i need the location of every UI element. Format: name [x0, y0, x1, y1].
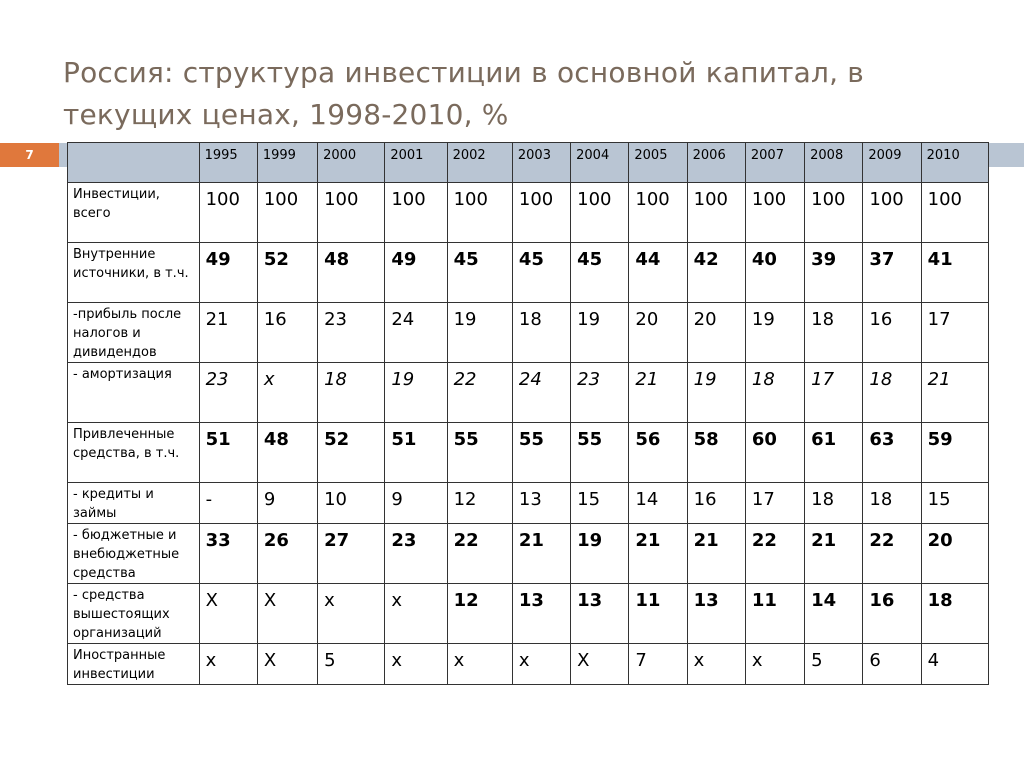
value-cell: 100 [629, 183, 687, 243]
value-cell: 55 [447, 423, 512, 483]
value-cell: 61 [805, 423, 863, 483]
row-label-cell: Привлеченные средства, в т.ч. [68, 423, 200, 483]
table-row [68, 303, 989, 363]
value-cell: 23 [571, 363, 629, 423]
value-cell: 40 [745, 243, 804, 303]
year-header-cell: 2001 [385, 143, 447, 183]
value-cell: 16 [257, 303, 317, 363]
value-cell: 20 [921, 524, 988, 584]
value-cell: х [318, 584, 385, 644]
value-cell: 18 [863, 483, 921, 524]
table-row [68, 584, 989, 644]
year-header-cell: 2000 [318, 143, 385, 183]
value-cell: 21 [921, 363, 988, 423]
value-cell: 16 [863, 303, 921, 363]
row-label-cell: Иностранные инвестиции [68, 644, 200, 685]
value-cell: Х [257, 584, 317, 644]
value-cell: 100 [318, 183, 385, 243]
value-cell: 18 [805, 483, 863, 524]
value-cell: х [385, 584, 447, 644]
value-cell: 19 [745, 303, 804, 363]
value-cell: х [385, 644, 447, 685]
value-cell: - [199, 483, 257, 524]
value-cell: 18 [745, 363, 804, 423]
value-cell: 21 [805, 524, 863, 584]
value-cell: 17 [921, 303, 988, 363]
value-cell: 22 [745, 524, 804, 584]
value-cell: 41 [921, 243, 988, 303]
value-cell: х [745, 644, 804, 685]
value-cell: х [447, 644, 512, 685]
table-row [68, 644, 989, 685]
header-corner-cell [68, 143, 200, 183]
value-cell: 100 [745, 183, 804, 243]
table-row [68, 243, 989, 303]
year-header-cell: 2006 [687, 143, 745, 183]
value-cell: 18 [921, 584, 988, 644]
row-label-cell: Внутренние источники, в т.ч. [68, 243, 200, 303]
value-cell: 5 [318, 644, 385, 685]
value-cell: 45 [447, 243, 512, 303]
value-cell: Х [199, 584, 257, 644]
row-label-cell: - кредиты и займы [68, 483, 200, 524]
value-cell: 58 [687, 423, 745, 483]
table-header-row [68, 143, 989, 183]
value-cell: 60 [745, 423, 804, 483]
value-cell: 45 [512, 243, 570, 303]
value-cell: 15 [921, 483, 988, 524]
year-header-cell: 2008 [805, 143, 863, 183]
value-cell: 100 [687, 183, 745, 243]
row-label-cell: - бюджетные и внебюджетные средства [68, 524, 200, 584]
value-cell: 4 [921, 644, 988, 685]
value-cell: 18 [318, 363, 385, 423]
value-cell: 23 [318, 303, 385, 363]
year-header-cell: 2010 [921, 143, 988, 183]
value-cell: 51 [385, 423, 447, 483]
value-cell: 37 [863, 243, 921, 303]
value-cell: 48 [318, 243, 385, 303]
value-cell: 22 [447, 363, 512, 423]
value-cell: 7 [629, 644, 687, 685]
table-row [68, 483, 989, 524]
value-cell: 49 [385, 243, 447, 303]
value-cell: 11 [745, 584, 804, 644]
year-header-cell: 2005 [629, 143, 687, 183]
value-cell: 24 [512, 363, 570, 423]
year-header-cell: 2002 [447, 143, 512, 183]
value-cell: 100 [447, 183, 512, 243]
value-cell: 100 [257, 183, 317, 243]
value-cell: 16 [863, 584, 921, 644]
value-cell: 9 [385, 483, 447, 524]
value-cell: 49 [199, 243, 257, 303]
value-cell: х [199, 644, 257, 685]
value-cell: 23 [385, 524, 447, 584]
value-cell: 21 [687, 524, 745, 584]
value-cell: 12 [447, 483, 512, 524]
value-cell: 44 [629, 243, 687, 303]
value-cell: 12 [447, 584, 512, 644]
table-row [68, 183, 989, 243]
value-cell: 18 [805, 303, 863, 363]
value-cell: 15 [571, 483, 629, 524]
value-cell: 55 [512, 423, 570, 483]
value-cell: 59 [921, 423, 988, 483]
year-header-cell: 2003 [512, 143, 570, 183]
value-cell: 26 [257, 524, 317, 584]
value-cell: 18 [863, 363, 921, 423]
value-cell: 10 [318, 483, 385, 524]
value-cell: 14 [629, 483, 687, 524]
value-cell: 22 [863, 524, 921, 584]
row-label-cell: Инвестиции, всего [68, 183, 200, 243]
value-cell: 9 [257, 483, 317, 524]
value-cell: 100 [571, 183, 629, 243]
value-cell: 100 [921, 183, 988, 243]
value-cell: 6 [863, 644, 921, 685]
value-cell: 5 [805, 644, 863, 685]
year-header-cell: 1999 [257, 143, 317, 183]
row-label-cell: - средства вышестоящих организаций [68, 584, 200, 644]
value-cell: 33 [199, 524, 257, 584]
value-cell: 24 [385, 303, 447, 363]
value-cell: 100 [805, 183, 863, 243]
slide-title: Россия: структура инвестиции в основной капитал, в текущих ценах, 1998-2010, % [63, 56, 864, 131]
value-cell: 11 [629, 584, 687, 644]
year-header-cell: 2009 [863, 143, 921, 183]
value-cell: 55 [571, 423, 629, 483]
value-cell: 13 [512, 483, 570, 524]
value-cell: 27 [318, 524, 385, 584]
investment-table [67, 142, 989, 685]
value-cell: 21 [512, 524, 570, 584]
value-cell: 23 [199, 363, 257, 423]
value-cell: 19 [447, 303, 512, 363]
value-cell: 45 [571, 243, 629, 303]
table-row [68, 524, 989, 584]
value-cell: 100 [863, 183, 921, 243]
value-cell: 21 [629, 363, 687, 423]
value-cell: 17 [745, 483, 804, 524]
value-cell: х [687, 644, 745, 685]
value-cell: 48 [257, 423, 317, 483]
value-cell: 14 [805, 584, 863, 644]
value-cell: 13 [512, 584, 570, 644]
value-cell: 56 [629, 423, 687, 483]
table-row [68, 423, 989, 483]
value-cell: 20 [687, 303, 745, 363]
value-cell: 19 [687, 363, 745, 423]
value-cell: 21 [629, 524, 687, 584]
table-body [68, 143, 989, 685]
row-label-cell: - амортизация [68, 363, 200, 423]
value-cell: Х [257, 644, 317, 685]
value-cell: х [512, 644, 570, 685]
value-cell: 100 [512, 183, 570, 243]
value-cell: 52 [318, 423, 385, 483]
slide-number: 7 [0, 143, 59, 167]
value-cell: 63 [863, 423, 921, 483]
value-cell: 19 [571, 303, 629, 363]
value-cell: 100 [385, 183, 447, 243]
year-header-cell: 1995 [199, 143, 257, 183]
value-cell: 51 [199, 423, 257, 483]
value-cell: 20 [629, 303, 687, 363]
year-header-cell: 2004 [571, 143, 629, 183]
value-cell: Х [571, 644, 629, 685]
value-cell: 21 [199, 303, 257, 363]
value-cell: 39 [805, 243, 863, 303]
value-cell: 16 [687, 483, 745, 524]
table-row [68, 363, 989, 423]
value-cell: 19 [385, 363, 447, 423]
value-cell: 17 [805, 363, 863, 423]
value-cell: х [257, 363, 317, 423]
row-label-cell: -прибыль после налогов и дивидендов [68, 303, 200, 363]
value-cell: 22 [447, 524, 512, 584]
value-cell: 42 [687, 243, 745, 303]
value-cell: 13 [687, 584, 745, 644]
year-header-cell: 2007 [745, 143, 804, 183]
value-cell: 13 [571, 584, 629, 644]
value-cell: 100 [199, 183, 257, 243]
value-cell: 19 [571, 524, 629, 584]
value-cell: 18 [512, 303, 570, 363]
value-cell: 52 [257, 243, 317, 303]
